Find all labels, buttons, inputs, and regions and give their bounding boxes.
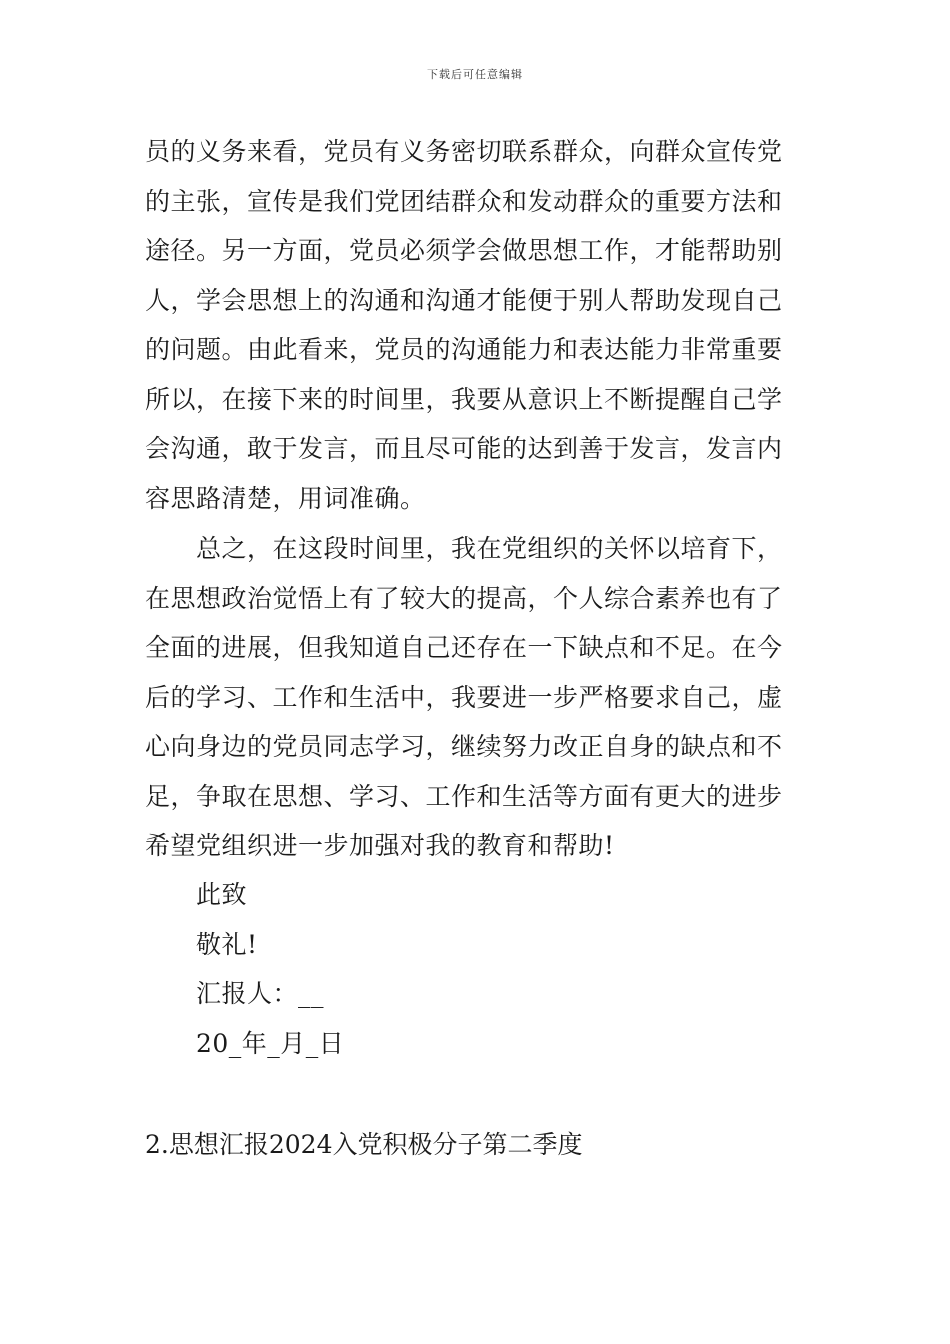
report-date: 20_年_月_日 (196, 1028, 345, 1058)
paragraph-line: 的主张，宣传是我们党团结群众和发动群众的重要方法和 (145, 186, 783, 216)
paragraph-line: 所以，在接下来的时间里，我要从意识上不断提醒自己学 (145, 384, 783, 414)
reporter-signature: 汇报人：__ (196, 979, 325, 1008)
paragraph-line: 员的义务来看，党员有义务密切联系群众，向群众宣传党 (145, 137, 783, 166)
paragraph-duty-communication (145, 127, 815, 523)
paragraph-line: 希望党组织进一步加强对我的教育和帮助! (145, 831, 615, 860)
paragraph-line: 后的学习、工作和生活中，我要进一步严格要求自己，虚 (145, 682, 783, 712)
paragraph-summary (145, 524, 815, 871)
paragraph-line: 容思路清楚，用词准确。 (145, 483, 426, 513)
paragraph-line: 足，争取在思想、学习、工作和生活等方面有更大的进步 (145, 781, 783, 811)
paragraph-line: 全面的进展，但我知道自己还存在一下缺点和不足。在今 (145, 633, 783, 662)
closing-salutation: 此致 (196, 880, 248, 909)
paragraph-line: 在思想政治觉悟上有了较大的提高，个人综合素养也有了 (145, 583, 783, 613)
paragraph-line: 会沟通，敢于发言，而且尽可能的达到善于发言，发言内 (145, 434, 783, 463)
closing-block (145, 870, 815, 1068)
paragraph-line: 人，学会思想上的沟通和沟通才能便于别人帮助发现自己 (145, 285, 783, 315)
paragraph-line: 的问题。由此看来，党员的沟通能力和表达能力非常重要 (145, 335, 783, 364)
section-heading: 2.思想汇报2024入党积极分子第二季度 (145, 1130, 583, 1159)
paragraph-line: 心向身边的党员同志学习，继续努力改正自身的缺点和不 (145, 732, 783, 761)
closing-regards: 敬礼! (196, 929, 258, 959)
paragraph-line: 途径。另一方面，党员必须学会做思想工作，才能帮助别 (145, 236, 783, 265)
header-note: 下载后可任意编辑 (427, 68, 523, 81)
paragraph-line: 总之，在这段时间里，我在党组织的关怀以培育下， (196, 534, 783, 563)
